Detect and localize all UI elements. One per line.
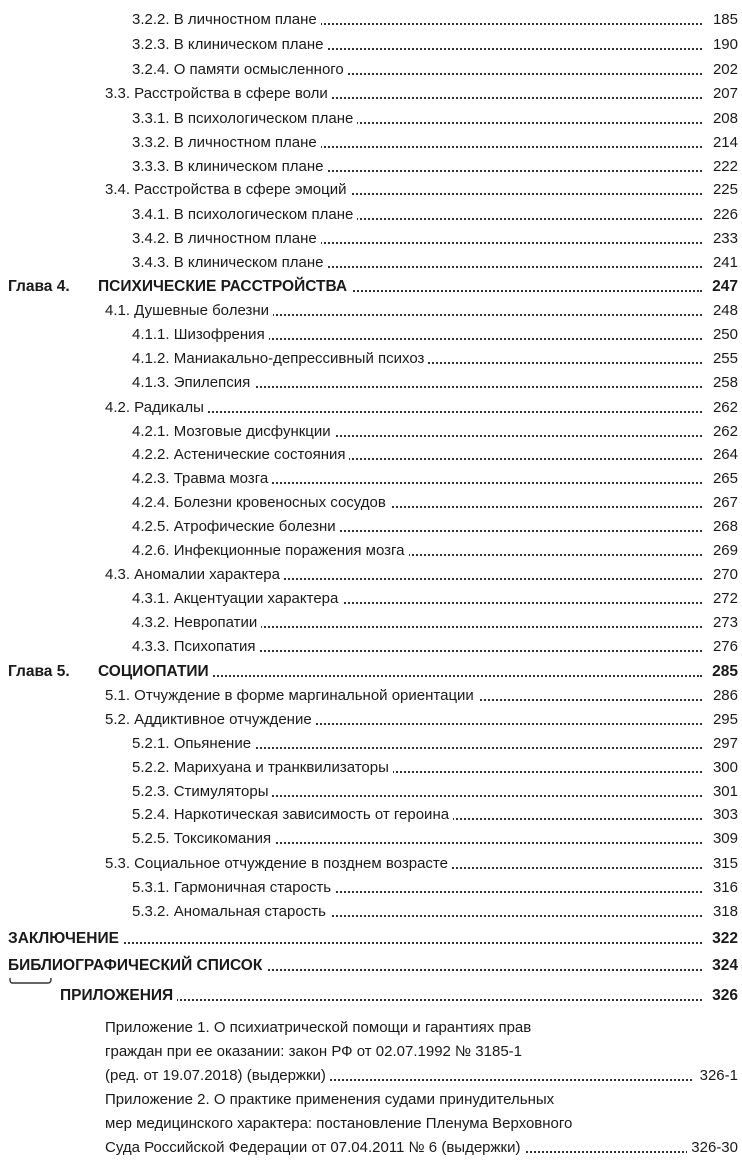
toc-entry-title: 4.3. Аномалии характера [105, 563, 284, 587]
toc-page-number: 269 [709, 539, 738, 563]
toc-entry-title: 5.3. Социальное отчуждение в позднем возрасте [105, 852, 452, 876]
toc-entry-4-2-6[interactable] [0, 539, 742, 563]
toc-entry-title: 4.1.1. Шизофрения [132, 323, 269, 347]
toc-entry-title: 3.3.2. В личностном плане [132, 131, 321, 155]
toc-entry-title: 4.2.6. Инфекционные поражения мозга [132, 539, 409, 563]
toc-entry-4-2-3[interactable] [0, 467, 742, 491]
toc-page-number: 233 [709, 227, 738, 251]
toc-entry-4-1-3[interactable] [0, 371, 742, 395]
toc-entry-title: ЗАКЛЮЧЕНИЕ [8, 927, 123, 951]
toc-page-number: 250 [709, 323, 738, 347]
toc-page-number: 324 [708, 954, 738, 978]
toc-entry-3-4-2[interactable] [0, 227, 742, 251]
toc-entry-bib[interactable] [0, 954, 742, 978]
toc-entry-4-3-3[interactable] [0, 635, 742, 659]
chapter-number: Глава 4. [8, 278, 70, 295]
toc-entry-3-2-2[interactable] [0, 8, 742, 32]
toc-page-number: 326 [708, 984, 738, 1008]
toc-entry-title: 4.2.2. Астенические состояния [132, 443, 349, 467]
toc-entry-4-2-5[interactable] [0, 515, 742, 539]
toc-entry-title: 5.2.5. Токсикомания [132, 827, 275, 851]
toc-page-number: 225 [709, 178, 738, 202]
toc-page-number: 248 [709, 299, 738, 323]
toc-page-number: 285 [708, 660, 738, 684]
toc-page-number: 272 [709, 587, 738, 611]
toc-entry-ch5[interactable] [0, 660, 742, 684]
toc-entry-title: 4.2.1. Мозговые дисфункции [132, 420, 335, 444]
toc-page-number: 190 [709, 33, 738, 57]
toc-entry-title: 5.2.3. Стимуляторы [132, 780, 272, 804]
toc-page-number: 322 [708, 927, 738, 951]
toc-page-number: 255 [709, 347, 738, 371]
toc-page-number: 316 [709, 876, 738, 900]
toc-entry-title: 5.1. Отчуждение в форме маргинальной ориентации [105, 684, 478, 708]
toc-entry-title: ПРИЛОЖЕНИЯ [60, 984, 177, 1008]
toc-entry-5-3-2[interactable] [0, 900, 742, 924]
toc-entry-4-1-2[interactable] [0, 347, 742, 371]
toc-page-number: 265 [709, 467, 738, 491]
toc-page-number: 326-30 [687, 1136, 738, 1160]
toc-page-number: 207 [709, 82, 738, 106]
toc-page-number: 185 [709, 8, 738, 32]
chapter-number: Глава 5. [8, 663, 70, 680]
toc-entry-5-3[interactable] [0, 852, 742, 876]
toc-entry-title: 5.2.2. Марихуана и транквилизаторы [132, 756, 393, 780]
toc-entry-3-4-1[interactable] [0, 203, 742, 227]
toc-entry-title: 4.1.2. Маниакально-депрессивный психоз [132, 347, 428, 371]
toc-entry-title: БИБЛИОГРАФИЧЕСКИЙ СПИСОК [8, 954, 266, 978]
appendix-text-line: Суда Российской Федерации от 07.04.2011 № 6 (выдержки) [105, 1136, 524, 1160]
toc-entry-title: 5.2. Аддиктивное отчуждение [105, 708, 316, 732]
toc-entry-title: 5.2.1. Опьянение [132, 732, 255, 756]
toc-entry-3-3[interactable] [0, 82, 742, 106]
toc-entry-4-1[interactable] [0, 299, 742, 323]
toc-page-number: 247 [708, 275, 738, 299]
toc-entry-ch4[interactable] [0, 275, 742, 299]
toc-entry-4-2-4[interactable] [0, 491, 742, 515]
toc-page-number: 286 [709, 684, 738, 708]
toc-entry-3-2-3[interactable] [0, 33, 742, 57]
toc-page-number: 262 [709, 396, 738, 420]
toc-page-number: 267 [709, 491, 738, 515]
toc-page-number: 268 [709, 515, 738, 539]
toc-page-number: 214 [709, 131, 738, 155]
toc-entry-4-3-2[interactable] [0, 611, 742, 635]
toc-entry-title: 4.3.2. Невропатии [132, 611, 261, 635]
toc-entry-5-2-5[interactable] [0, 827, 742, 851]
toc-entry-4-2[interactable] [0, 396, 742, 420]
toc-entry-4-2-2[interactable] [0, 443, 742, 467]
toc-page-number: 273 [709, 611, 738, 635]
toc-entry-3-3-3[interactable] [0, 155, 742, 179]
toc-page-number: 301 [709, 780, 738, 804]
toc-entry-3-3-2[interactable] [0, 131, 742, 155]
toc-entry-app[interactable] [0, 984, 742, 1008]
toc-entry-title: 3.4.2. В личностном плане [132, 227, 321, 251]
toc-entry-5-3-1[interactable] [0, 876, 742, 900]
toc-entry-title: 4.3.1. Акцентуации характера [132, 587, 342, 611]
toc-entry-title: 3.4.3. В клиническом плане [132, 251, 327, 275]
toc-entry-3-4[interactable] [0, 178, 742, 202]
toc-page-number: 222 [709, 155, 738, 179]
toc-entry-title: 4.1.3. Эпилепсия [132, 371, 254, 395]
appendix-text-line: (ред. от 19.07.2018) (выдержки) [105, 1064, 330, 1088]
toc-entry-title: 4.3.3. Психопатия [132, 635, 260, 659]
appendix-entry-2[interactable] [0, 1136, 742, 1160]
toc-entry-title: 5.3.2. Аномальная старость [132, 900, 330, 924]
appendix-text-line: Приложение 2. О практике применения судами принудительных [105, 1091, 555, 1108]
toc-entry-title: 4.2.4. Болезни кровеносных сосудов [132, 491, 390, 515]
toc-entry-title: 3.4. Расстройства в сфере эмоций [105, 178, 350, 202]
toc-entry-title: 3.2.3. В клиническом плане [132, 33, 327, 57]
toc-entry-title: 3.2.4. О памяти осмысленного [132, 58, 348, 82]
toc-page-number: 297 [709, 732, 738, 756]
toc-entry-title: 4.1. Душевные болезни [105, 299, 273, 323]
appendix-text-line: мер медицинского характера: постановление Пленума Верховного [105, 1115, 573, 1132]
toc-page-number: 226 [709, 203, 738, 227]
toc-page-number: 315 [709, 852, 738, 876]
toc-page-number: 262 [709, 420, 738, 444]
toc-entry-title: 3.4.1. В психологическом плане [132, 203, 357, 227]
toc-entry-5-1[interactable] [0, 684, 742, 708]
toc-entry-3-3-1[interactable] [0, 107, 742, 131]
toc-entry-title: 3.3. Расстройства в сфере воли [105, 82, 332, 106]
toc-page-number: 326-1 [696, 1064, 738, 1088]
toc-entry-title: 3.3.3. В клиническом плане [132, 155, 327, 179]
toc-entry-4-2-1[interactable] [0, 420, 742, 444]
toc-entry-title: СОЦИОПАТИИ [98, 660, 213, 684]
toc-page-number: 300 [709, 756, 738, 780]
toc-page-number: 208 [709, 107, 738, 131]
toc-page-number: 270 [709, 563, 738, 587]
toc-entry-4-3-1[interactable] [0, 587, 742, 611]
toc-entry-title: 4.2. Радикалы [105, 396, 208, 420]
toc-entry-concl[interactable] [0, 927, 742, 951]
toc-entry-5-2-3[interactable] [0, 780, 742, 804]
toc-entry-5-2[interactable] [0, 708, 742, 732]
toc-page-number: 318 [709, 900, 738, 924]
toc-entry-5-2-4[interactable] [0, 803, 742, 827]
toc-page-number: 241 [709, 251, 738, 275]
toc-page-number: 309 [709, 827, 738, 851]
toc-entry-5-2-2[interactable] [0, 756, 742, 780]
toc-entry-title: 5.2.4. Наркотическая зависимость от героина [132, 803, 453, 827]
toc-entry-3-4-3[interactable] [0, 251, 742, 275]
appendix-entry-1[interactable] [0, 1064, 742, 1088]
toc-entry-title: 4.2.5. Атрофические болезни [132, 515, 340, 539]
toc-page-number: 202 [709, 58, 738, 82]
toc-entry-5-2-1[interactable] [0, 732, 742, 756]
toc-page-number: 303 [709, 803, 738, 827]
toc-entry-title: 5.3.1. Гармоничная старость [132, 876, 335, 900]
appendix-text-line: граждан при ее оказании: закон РФ от 02.07.1992 № 3185-1 [105, 1043, 523, 1060]
toc-entry-title: 4.2.3. Травма мозга [132, 467, 272, 491]
appendix-text-line: Приложение 1. О психиатрической помощи и гарантиях прав [105, 1019, 532, 1036]
toc-entry-4-1-1[interactable] [0, 323, 742, 347]
toc-page-number: 295 [709, 708, 738, 732]
toc-entry-3-2-4[interactable] [0, 58, 742, 82]
toc-entry-title: 3.3.1. В психологическом плане [132, 107, 357, 131]
toc-page-number: 276 [709, 635, 738, 659]
toc-entry-4-3[interactable] [0, 563, 742, 587]
toc-page-number: 258 [709, 371, 738, 395]
toc-entry-title: 3.2.2. В личностном плане [132, 8, 321, 32]
toc-page-number: 264 [709, 443, 738, 467]
toc-entry-title: ПСИХИЧЕСКИЕ РАССТРОЙСТВА [98, 275, 351, 299]
